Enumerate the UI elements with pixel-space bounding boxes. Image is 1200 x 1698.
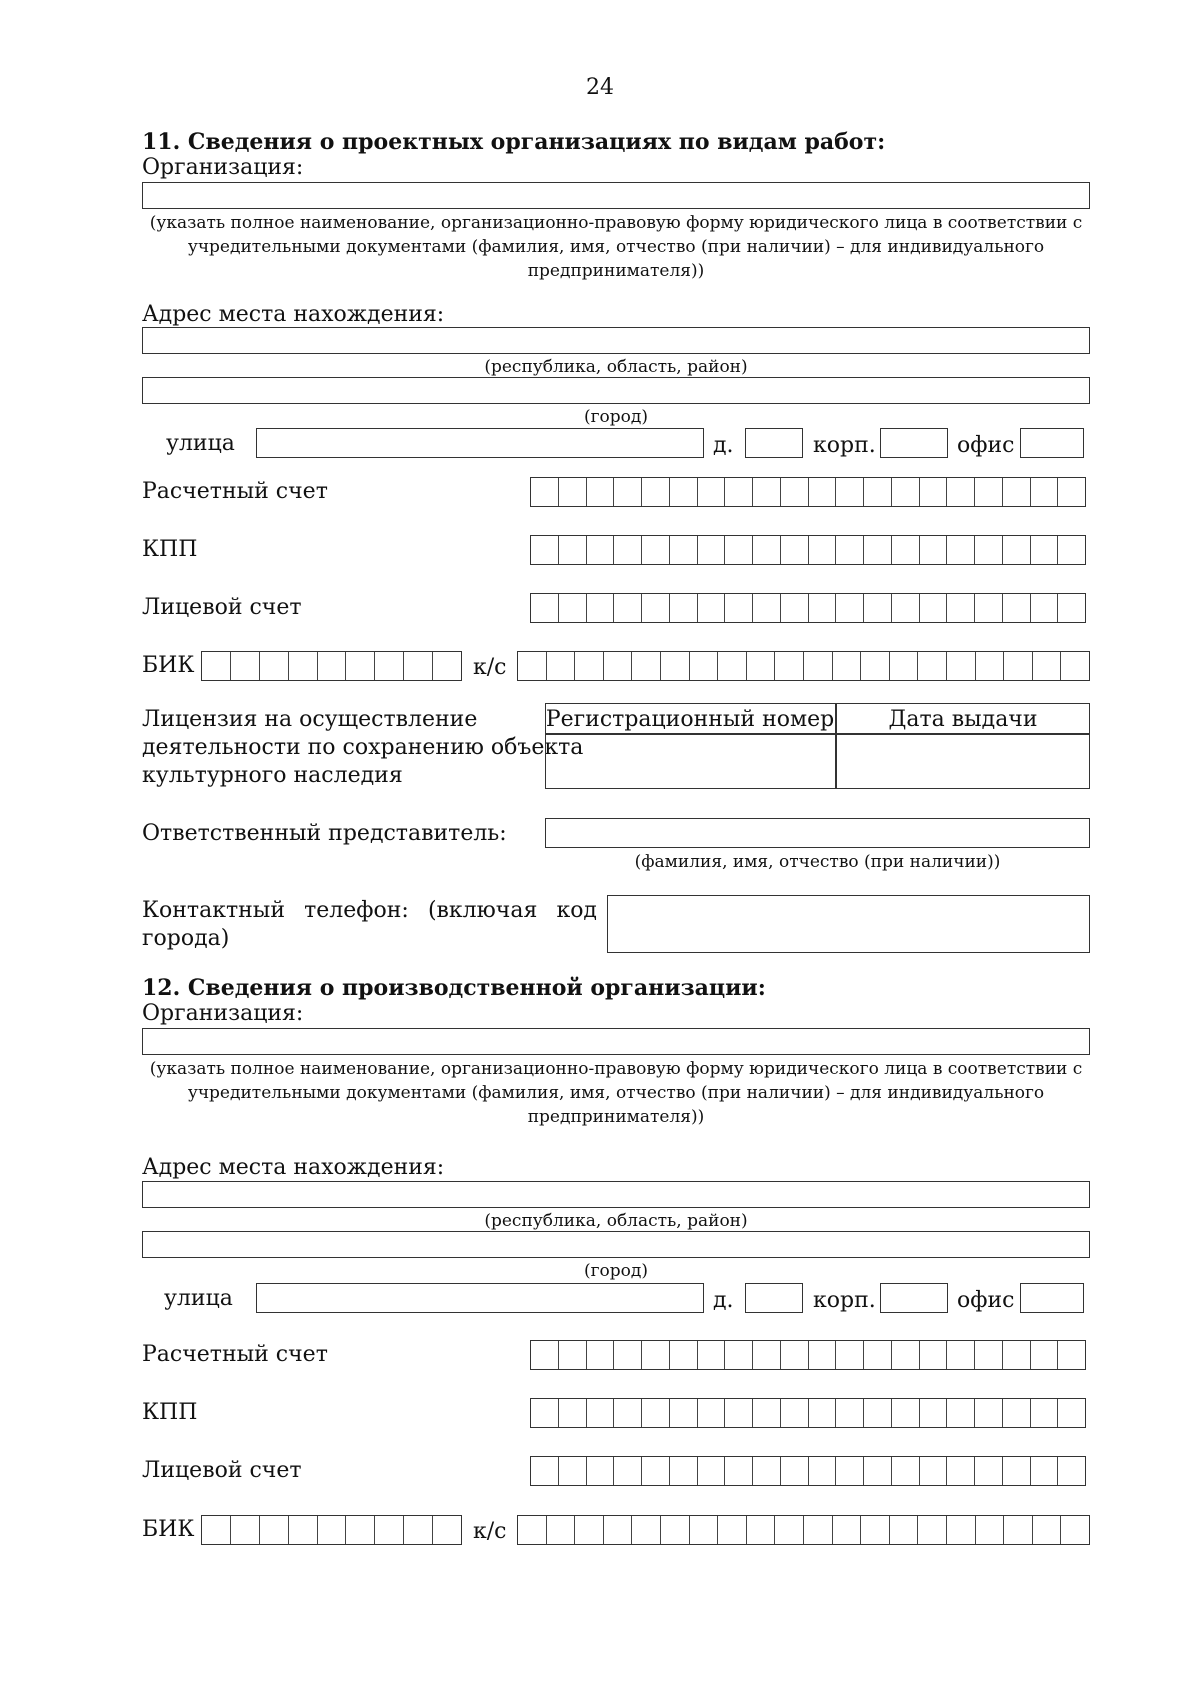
region-input[interactable] [142, 1181, 1090, 1208]
digit-cell[interactable] [670, 1341, 698, 1369]
org-label: Организация: [142, 155, 304, 180]
digit-cell[interactable] [1004, 652, 1033, 680]
ks-label: к/с [473, 1519, 507, 1544]
digit-cell[interactable] [642, 594, 670, 622]
office-label: офис [957, 433, 1015, 458]
digit-cell[interactable] [531, 478, 559, 506]
digit-cell[interactable] [642, 478, 670, 506]
digit-cell[interactable] [975, 594, 1003, 622]
digit-cell[interactable] [559, 478, 587, 506]
digit-cell[interactable] [1003, 594, 1031, 622]
account-cells[interactable] [530, 1340, 1086, 1370]
personal-account-cells[interactable] [530, 1456, 1086, 1486]
digit-cell[interactable] [404, 1516, 433, 1544]
city-input[interactable] [142, 377, 1090, 404]
digit-cell[interactable] [614, 1399, 642, 1427]
reg-number-header: Регистрационный номер [545, 707, 835, 732]
digit-cell[interactable] [864, 1341, 892, 1369]
digit-cell[interactable] [1058, 594, 1085, 622]
digit-cell[interactable] [531, 1341, 559, 1369]
digit-cell[interactable] [642, 1341, 670, 1369]
section-heading: 12. Сведения о производственной организации: [142, 975, 766, 1001]
personal-account-label: Лицевой счет [142, 595, 302, 620]
digit-cell[interactable] [947, 1457, 975, 1485]
org-hint-line1: (указать полное наименование, организационно-правовую форму юридического лица в соответствии с [149, 1059, 1083, 1079]
reg-number-input[interactable] [548, 736, 833, 787]
account-label: Расчетный счет [142, 479, 328, 504]
digit-cell[interactable] [947, 594, 975, 622]
digit-cell[interactable] [892, 536, 920, 564]
digit-cell[interactable] [518, 1516, 547, 1544]
phone-label-word: Контактный [142, 898, 285, 923]
digit-cell[interactable] [1004, 1516, 1033, 1544]
kpp-label: КПП [142, 1400, 198, 1425]
digit-cell[interactable] [1061, 652, 1089, 680]
digit-cell[interactable] [1033, 652, 1062, 680]
digit-cell[interactable] [747, 1516, 776, 1544]
region-hint: (республика, область, район) [484, 1211, 748, 1231]
ks-cells[interactable] [517, 1515, 1090, 1545]
street-input[interactable] [256, 428, 704, 458]
digit-cell[interactable] [346, 1516, 375, 1544]
digit-cell[interactable] [975, 1341, 1003, 1369]
license-label-line1: Лицензия на осуществление [142, 707, 478, 732]
digit-cell[interactable] [725, 1399, 753, 1427]
issue-date-input[interactable] [838, 736, 1088, 787]
digit-cell[interactable] [1003, 478, 1031, 506]
house-label: д. [713, 433, 734, 458]
house-input[interactable] [745, 428, 803, 458]
phone-input[interactable] [607, 895, 1090, 953]
digit-cell[interactable] [781, 478, 809, 506]
phone-label-line1 [142, 897, 597, 925]
digit-cell[interactable] [892, 594, 920, 622]
digit-cell[interactable] [725, 536, 753, 564]
city-input[interactable] [142, 1231, 1090, 1258]
digit-cell[interactable] [642, 1457, 670, 1485]
building-input[interactable] [880, 1283, 948, 1313]
digit-cell[interactable] [1058, 536, 1085, 564]
digit-cell[interactable] [559, 536, 587, 564]
digit-cell[interactable] [260, 652, 289, 680]
digit-cell[interactable] [836, 1457, 864, 1485]
digit-cell[interactable] [670, 594, 698, 622]
digit-cell[interactable] [809, 478, 837, 506]
office-label: офис [957, 1288, 1015, 1313]
digit-cell[interactable] [1061, 1516, 1089, 1544]
digit-cell[interactable] [864, 1399, 892, 1427]
digit-cell[interactable] [747, 652, 776, 680]
digit-cell[interactable] [753, 1457, 781, 1485]
kpp-cells[interactable] [530, 535, 1086, 565]
digit-cell[interactable] [920, 536, 948, 564]
building-label: корп. [813, 433, 876, 458]
digit-cell[interactable] [698, 536, 726, 564]
digit-cell[interactable] [604, 652, 633, 680]
digit-cell[interactable] [975, 1399, 1003, 1427]
digit-cell[interactable] [1058, 478, 1085, 506]
address-label: Адрес места нахождения: [142, 1155, 445, 1180]
org-hint-line3: предпринимателя)) [527, 1107, 705, 1127]
digit-cell[interactable] [433, 652, 461, 680]
digit-cell[interactable] [661, 1516, 690, 1544]
digit-cell[interactable] [920, 478, 948, 506]
digit-cell[interactable] [559, 1457, 587, 1485]
building-label: корп. [813, 1288, 876, 1313]
bik-cells[interactable] [201, 1515, 462, 1545]
digit-cell[interactable] [804, 1516, 833, 1544]
digit-cell[interactable] [718, 1516, 747, 1544]
phone-label-word: телефон: [304, 898, 409, 923]
digit-cell[interactable] [587, 478, 615, 506]
digit-cell[interactable] [575, 652, 604, 680]
digit-cell[interactable] [587, 1457, 615, 1485]
digit-cell[interactable] [809, 1341, 837, 1369]
digit-cell[interactable] [614, 1457, 642, 1485]
digit-cell[interactable] [547, 652, 576, 680]
org-name-input[interactable] [142, 182, 1090, 209]
digit-cell[interactable] [614, 536, 642, 564]
digit-cell[interactable] [892, 1399, 920, 1427]
digit-cell[interactable] [775, 1516, 804, 1544]
digit-cell[interactable] [725, 1341, 753, 1369]
digit-cell[interactable] [346, 652, 375, 680]
digit-cell[interactable] [753, 1341, 781, 1369]
digit-cell[interactable] [1003, 1457, 1031, 1485]
org-hint-line2: учредительными документами (фамилия, имя, отчество (при наличии) – для индивидуального [187, 237, 1045, 257]
digit-cell[interactable] [918, 1516, 947, 1544]
digit-cell[interactable] [781, 1457, 809, 1485]
digit-cell[interactable] [670, 536, 698, 564]
region-input[interactable] [142, 327, 1090, 354]
digit-cell[interactable] [587, 536, 615, 564]
digit-cell[interactable] [775, 652, 804, 680]
city-hint: (город) [584, 1261, 648, 1281]
digit-cell[interactable] [1031, 1341, 1059, 1369]
digit-cell[interactable] [836, 594, 864, 622]
digit-cell[interactable] [947, 536, 975, 564]
org-hint-line3: предпринимателя)) [527, 261, 705, 281]
digit-cell[interactable] [642, 1399, 670, 1427]
digit-cell[interactable] [947, 478, 975, 506]
digit-cell[interactable] [547, 1516, 576, 1544]
digit-cell[interactable] [920, 594, 948, 622]
digit-cell[interactable] [809, 1457, 837, 1485]
digit-cell[interactable] [1031, 1399, 1059, 1427]
digit-cell[interactable] [861, 1516, 890, 1544]
digit-cell[interactable] [725, 478, 753, 506]
digit-cell[interactable] [587, 1341, 615, 1369]
section-heading: 11. Сведения о проектных организациях по видам работ: [142, 129, 886, 155]
digit-cell[interactable] [864, 536, 892, 564]
house-input[interactable] [745, 1283, 803, 1313]
digit-cell[interactable] [725, 1457, 753, 1485]
representative-label: Ответственный представитель: [142, 821, 507, 846]
digit-cell[interactable] [1031, 1457, 1059, 1485]
digit-cell[interactable] [864, 1457, 892, 1485]
digit-cell[interactable] [698, 1341, 726, 1369]
kpp-label: КПП [142, 537, 198, 562]
digit-cell[interactable] [781, 1341, 809, 1369]
digit-cell[interactable] [260, 1516, 289, 1544]
digit-cell[interactable] [975, 478, 1003, 506]
phone-label-word: (включая [427, 898, 538, 923]
digit-cell[interactable] [433, 1516, 461, 1544]
org-name-input[interactable] [142, 1028, 1090, 1055]
digit-cell[interactable] [289, 1516, 318, 1544]
digit-cell[interactable] [531, 594, 559, 622]
account-cells[interactable] [530, 477, 1086, 507]
digit-cell[interactable] [698, 1457, 726, 1485]
ks-cells[interactable] [517, 651, 1090, 681]
digit-cell[interactable] [890, 652, 919, 680]
digit-cell[interactable] [833, 652, 862, 680]
digit-cell[interactable] [920, 1399, 948, 1427]
digit-cell[interactable] [753, 594, 781, 622]
digit-cell[interactable] [1058, 1341, 1085, 1369]
digit-cell[interactable] [614, 1341, 642, 1369]
digit-cell[interactable] [1058, 1457, 1085, 1485]
digit-cell[interactable] [587, 594, 615, 622]
street-label: улица [164, 1286, 233, 1311]
digit-cell[interactable] [1033, 1516, 1062, 1544]
digit-cell[interactable] [1031, 478, 1059, 506]
digit-cell[interactable] [725, 594, 753, 622]
digit-cell[interactable] [1031, 594, 1059, 622]
digit-cell[interactable] [753, 1399, 781, 1427]
digit-cell[interactable] [892, 478, 920, 506]
ks-label: к/с [473, 655, 507, 680]
representative-hint: (фамилия, имя, отчество (при наличии)) [634, 852, 1001, 872]
digit-cell[interactable] [809, 536, 837, 564]
digit-cell[interactable] [531, 1399, 559, 1427]
digit-cell[interactable] [575, 1516, 604, 1544]
digit-cell[interactable] [670, 478, 698, 506]
bik-label: БИК [142, 653, 195, 678]
digit-cell[interactable] [202, 652, 231, 680]
digit-cell[interactable] [920, 1341, 948, 1369]
building-input[interactable] [880, 428, 948, 458]
digit-cell[interactable] [947, 1399, 975, 1427]
digit-cell[interactable] [781, 1399, 809, 1427]
digit-cell[interactable] [698, 594, 726, 622]
digit-cell[interactable] [804, 652, 833, 680]
digit-cell[interactable] [642, 536, 670, 564]
license-label-line2: деятельности по сохранению объекта [142, 735, 584, 760]
digit-cell[interactable] [809, 1399, 837, 1427]
street-input[interactable] [256, 1283, 704, 1313]
city-hint: (город) [584, 407, 648, 427]
kpp-cells[interactable] [530, 1398, 1086, 1428]
digit-cell[interactable] [318, 1516, 347, 1544]
digit-cell[interactable] [231, 652, 260, 680]
digit-cell[interactable] [604, 1516, 633, 1544]
digit-cell[interactable] [1003, 1341, 1031, 1369]
digit-cell[interactable] [975, 536, 1003, 564]
digit-cell[interactable] [559, 594, 587, 622]
digit-cell[interactable] [559, 1399, 587, 1427]
digit-cell[interactable] [809, 594, 837, 622]
account-label: Расчетный счет [142, 1342, 328, 1367]
office-input[interactable] [1020, 1283, 1084, 1313]
digit-cell[interactable] [861, 652, 890, 680]
digit-cell[interactable] [892, 1457, 920, 1485]
phone-label-word: код [556, 898, 597, 923]
digit-cell[interactable] [753, 478, 781, 506]
digit-cell[interactable] [864, 478, 892, 506]
digit-cell[interactable] [698, 1399, 726, 1427]
issue-date-header: Дата выдачи [888, 707, 1038, 732]
digit-cell[interactable] [632, 652, 661, 680]
digit-cell[interactable] [975, 1457, 1003, 1485]
digit-cell[interactable] [918, 652, 947, 680]
digit-cell[interactable] [559, 1341, 587, 1369]
digit-cell[interactable] [1003, 1399, 1031, 1427]
street-label: улица [166, 431, 235, 456]
digit-cell[interactable] [518, 652, 547, 680]
bik-label: БИК [142, 1517, 195, 1542]
digit-cell[interactable] [976, 1516, 1005, 1544]
digit-cell[interactable] [289, 652, 318, 680]
digit-cell[interactable] [231, 1516, 260, 1544]
digit-cell[interactable] [614, 478, 642, 506]
digit-cell[interactable] [920, 1457, 948, 1485]
digit-cell[interactable] [864, 594, 892, 622]
digit-cell[interactable] [1003, 536, 1031, 564]
digit-cell[interactable] [531, 536, 559, 564]
office-input[interactable] [1020, 428, 1084, 458]
digit-cell[interactable] [947, 1341, 975, 1369]
org-hint-line1: (указать полное наименование, организационно-правовую форму юридического лица в соответствии с [149, 213, 1083, 233]
digit-cell[interactable] [947, 1516, 976, 1544]
digit-cell[interactable] [1058, 1399, 1085, 1427]
digit-cell[interactable] [1031, 536, 1059, 564]
digit-cell[interactable] [375, 652, 404, 680]
org-hint-line2: учредительными документами (фамилия, имя, отчество (при наличии) – для индивидуального [187, 1083, 1045, 1103]
digit-cell[interactable] [404, 652, 433, 680]
house-label: д. [713, 1288, 734, 1313]
digit-cell[interactable] [836, 536, 864, 564]
digit-cell[interactable] [836, 1399, 864, 1427]
digit-cell[interactable] [202, 1516, 231, 1544]
digit-cell[interactable] [614, 594, 642, 622]
digit-cell[interactable] [753, 536, 781, 564]
digit-cell[interactable] [661, 652, 690, 680]
phone-label-line2: города) [142, 926, 230, 951]
digit-cell[interactable] [690, 652, 719, 680]
region-hint: (республика, область, район) [484, 357, 748, 377]
digit-cell[interactable] [781, 594, 809, 622]
digit-cell[interactable] [698, 478, 726, 506]
digit-cell[interactable] [531, 1457, 559, 1485]
digit-cell[interactable] [836, 1341, 864, 1369]
digit-cell[interactable] [892, 1341, 920, 1369]
digit-cell[interactable] [947, 652, 976, 680]
digit-cell[interactable] [781, 536, 809, 564]
org-label: Организация: [142, 1001, 304, 1026]
digit-cell[interactable] [833, 1516, 862, 1544]
digit-cell[interactable] [890, 1516, 919, 1544]
page-number: 24 [586, 75, 614, 100]
digit-cell[interactable] [670, 1457, 698, 1485]
digit-cell[interactable] [587, 1399, 615, 1427]
representative-input[interactable] [545, 818, 1090, 848]
digit-cell[interactable] [375, 1516, 404, 1544]
personal-account-label: Лицевой счет [142, 1458, 302, 1483]
digit-cell[interactable] [718, 652, 747, 680]
digit-cell[interactable] [690, 1516, 719, 1544]
digit-cell[interactable] [670, 1399, 698, 1427]
personal-account-cells[interactable] [530, 593, 1086, 623]
digit-cell[interactable] [976, 652, 1005, 680]
digit-cell[interactable] [836, 478, 864, 506]
address-label: Адрес места нахождения: [142, 302, 445, 327]
license-label-line3: культурного наследия [142, 763, 403, 788]
digit-cell[interactable] [632, 1516, 661, 1544]
digit-cell[interactable] [318, 652, 347, 680]
bik-cells[interactable] [201, 651, 462, 681]
